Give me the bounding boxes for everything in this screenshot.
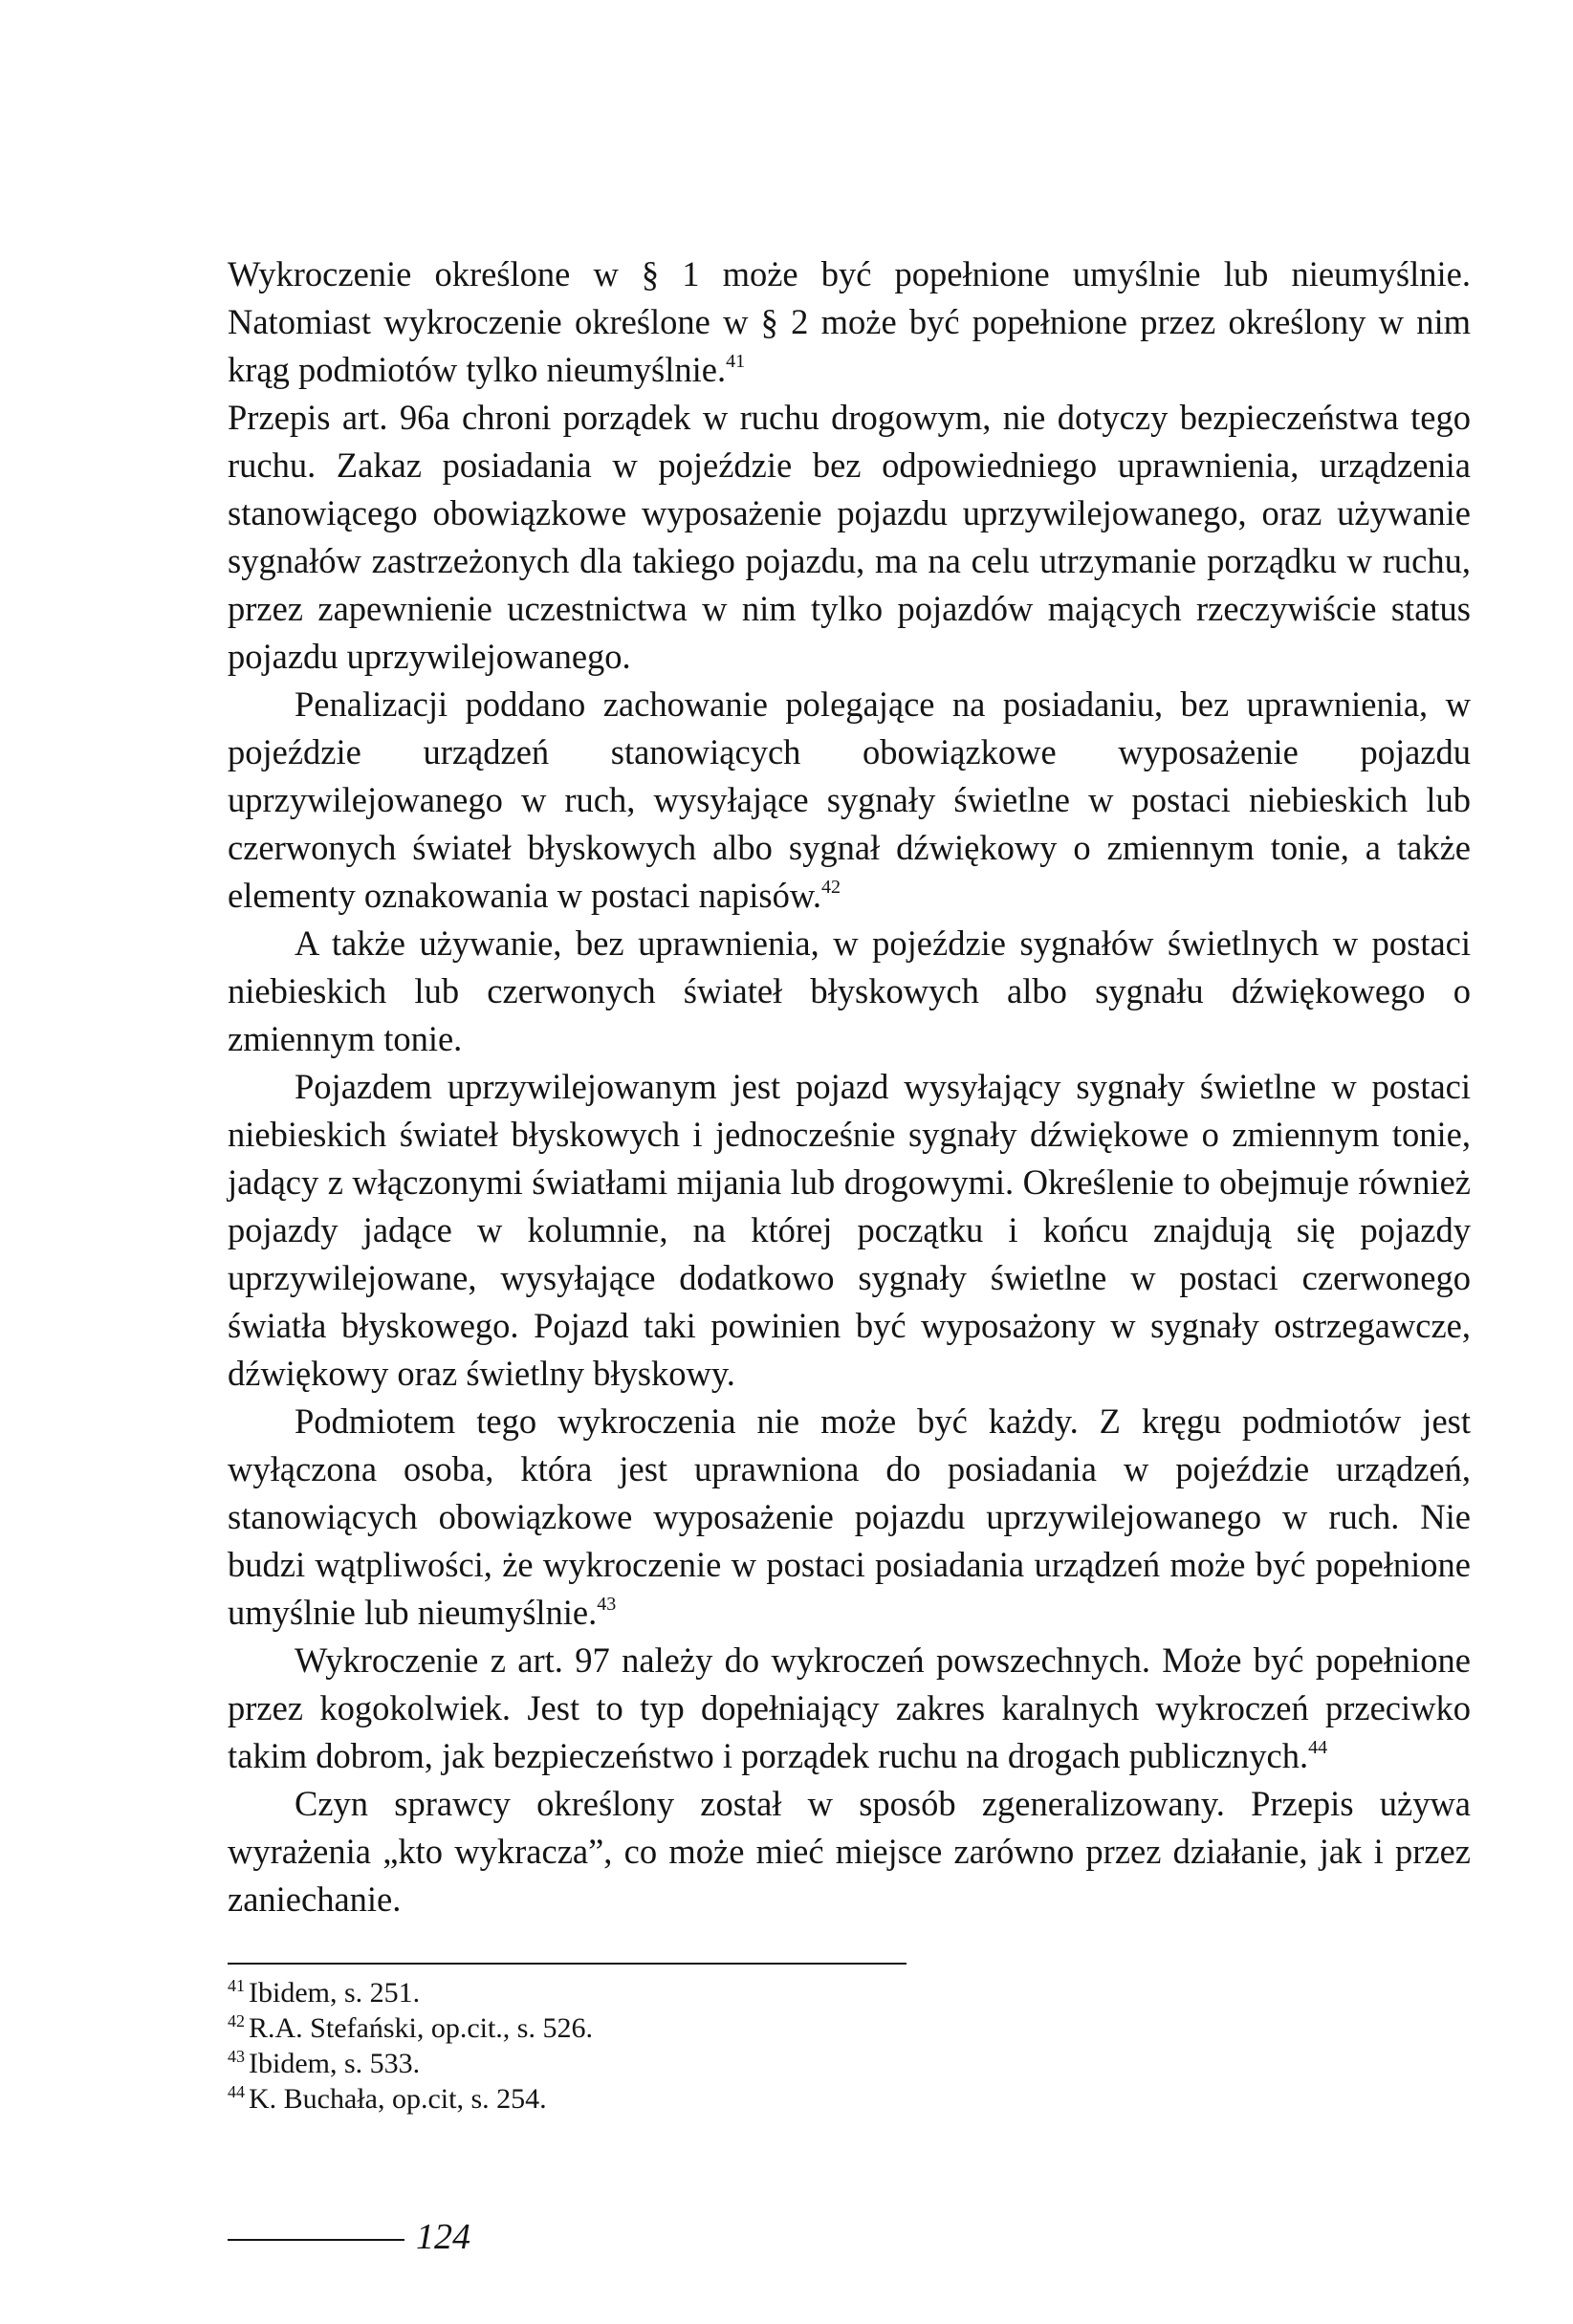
paragraph: [228, 394, 1471, 681]
paragraph: [228, 920, 1471, 1063]
paragraph-text: Podmiotem tego wykroczenia nie może być każdy. Z kręgu podmiotów jest wyłączona osoba, która jest uprawniona do posiadania w pojeździe urządzeń, stanowiących obowiązkowe wyposażenie pojazdu uprzywilejowanego w ruch. Nie budzi wątpliwości, że wykroczenie w postaci posiadania urządzeń może być popełnione umyślnie lub nieumyślnie.: [228, 1401, 1471, 1632]
footnote-text: Ibidem, s. 533.: [249, 2048, 421, 2079]
paragraph: [228, 1780, 1471, 1923]
paragraph-text: Penalizacji poddano zachowanie polegające na posiadaniu, bez uprawnienia, w pojeździe urządzeń stanowiących obowiązkowe wyposażenie pojazdu uprzywilejowanego w ruch, wysyłające sygnały świetlne w postaci niebieskich lub czerwonych świateł błyskowych albo sygnał dźwiękowy o zmiennym tonie, a także elementy oznakowania w postaci napisów.: [228, 684, 1471, 915]
footnote: [228, 2081, 1088, 2117]
body-text: [228, 250, 1471, 1923]
footnote: [228, 2010, 1088, 2046]
paragraph-text: Wykroczenie określone w § 1 może być popełnione umyślnie lub nieumyślnie. Natomiast wykroczenie określone w § 2 może być popełnione przez określony w nim krąg podmiotów tylko nieumyślnie.: [228, 254, 1471, 389]
paragraph: [228, 1398, 1471, 1637]
footnotes: [228, 1975, 1088, 2117]
footnote-reference[interactable]: 41: [726, 350, 746, 372]
footnote-mark: 41: [228, 1976, 245, 1996]
paragraph-text: Wykroczenie z art. 97 należy do wykroczeń powszechnych. Może być popełnione przez kogokolwiek. Jest to typ dopełniający zakres karalnych wykroczeń przeciwko takim dobrom, jak bezpieczeństwo i porządek ruchu na drogach publicznych.: [228, 1640, 1471, 1775]
paragraph-text: Czyn sprawcy określony został w sposób zgeneralizowany. Przepis używa wyrażenia „kto wykracza”, co może mieć miejsce zarówno przez działanie, jak i przez zaniechanie.: [228, 1784, 1471, 1919]
footnote-text: K. Buchała, op.cit, s. 254.: [249, 2083, 547, 2115]
footnote-mark: 43: [228, 2047, 245, 2067]
footnote: [228, 1975, 1088, 2010]
paragraph-text: Przepis art. 96a chroni porządek w ruchu drogowym, nie dotyczy bezpieczeństwa tego ruchu. Zakaz posiadania w pojeździe bez odpowiedniego uprawnienia, urządzenia stanowiącego obowiązkowe wyposażenie pojazdu uprzywilejowanego, oraz używanie sygnałów zastrzeżonych dla takiego pojazdu, ma na celu utrzymanie porządku w ruchu, przez zapewnienie uczestnictwa w nim tylko pojazdów mających rzeczywiście status pojazdu uprzywilejowanego.: [228, 398, 1471, 676]
paragraph: [228, 250, 1471, 394]
page-number-rule: [228, 2239, 404, 2241]
paragraph: [228, 681, 1471, 920]
paragraph-text: Pojazdem uprzywilejowanym jest pojazd wysyłający sygnały świetlne w postaci niebieskich świateł błyskowych i jednocześnie sygnały dźwiękowe o zmiennym tonie, jadący z włączonymi światłami mijania lub drogowymi. Określenie to obejmuje również pojazdy jadące w kolumnie, na której początku i końcu znajdują się pojazdy uprzywilejowane, wysyłające dodatkowo sygnały świetlne w postaci czerwonego światła błyskowego. Pojazd taki powinien być wyposażony w sygnały ostrzegawcze, dźwiękowy oraz świetlny błyskowy.: [228, 1067, 1471, 1393]
footnote-mark: 44: [228, 2082, 245, 2102]
footnote-reference[interactable]: 44: [1308, 1736, 1328, 1758]
paragraph: [228, 1063, 1471, 1398]
paragraph-text: A także używanie, bez uprawnienia, w pojeździe sygnałów świetlnych w postaci niebieskich lub czerwonych świateł błyskowych albo sygnału dźwiękowego o zmiennym tonie.: [228, 923, 1471, 1058]
footnote-mark: 42: [228, 2011, 245, 2031]
footnote-text: Ibidem, s. 251.: [249, 1977, 421, 2009]
footnote: [228, 2046, 1088, 2081]
footnote-divider: [228, 1963, 907, 1965]
footnote-text: R.A. Stefański, op.cit., s. 526.: [249, 2012, 593, 2044]
footnote-reference[interactable]: 43: [597, 1593, 617, 1615]
paragraph: [228, 1637, 1471, 1780]
page-number: 124: [416, 2217, 470, 2257]
footnote-reference[interactable]: 42: [820, 876, 841, 898]
